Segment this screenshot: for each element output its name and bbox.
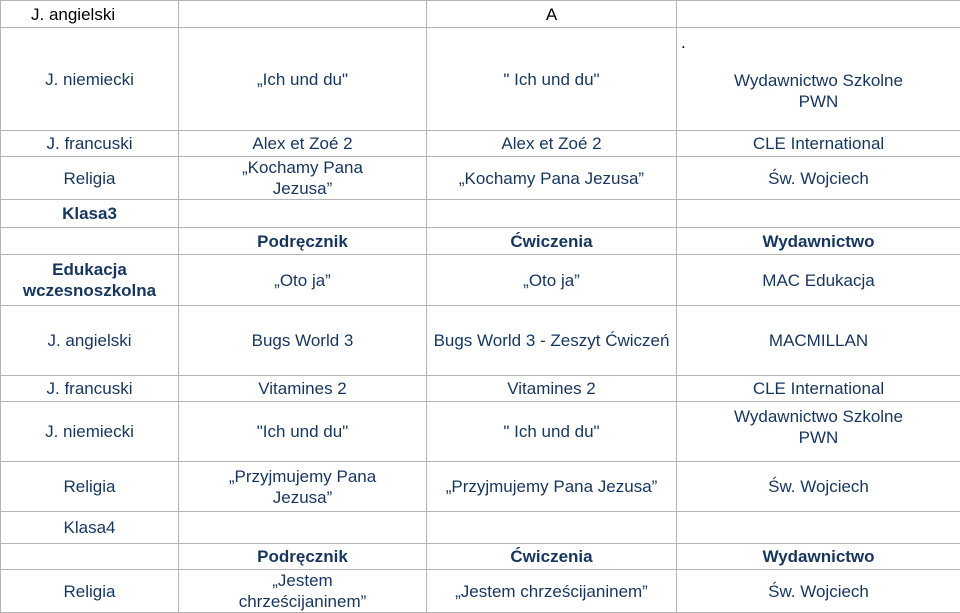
subject-cell: J. niemiecki: [1, 402, 179, 462]
empty-cell: [677, 512, 960, 544]
exercise-cell: „Jestem chrześcijaninem”: [427, 570, 677, 613]
textbook-cell: "Ich und du": [179, 402, 427, 462]
textbook-cell: „Oto ja”: [179, 255, 427, 306]
table-row: [1, 228, 960, 255]
empty-cell: [179, 512, 427, 544]
empty-cell: [1, 228, 179, 255]
textbook-text: „Jestem chrześcijaninem”: [228, 570, 378, 612]
subject-cell: Religia: [1, 462, 179, 512]
textbook-cell: Alex et Zoé 2: [179, 131, 427, 157]
table-row: [1, 544, 960, 570]
textbook-cell: [179, 157, 427, 200]
column-header-exercises: Ćwiczenia: [427, 544, 677, 570]
textbook-text: „Przyjmujemy Pana Jezusa”: [213, 466, 393, 508]
textbook-cell: [179, 462, 427, 512]
empty-cell: [427, 200, 677, 228]
subject-cell: J. francuski: [1, 131, 179, 157]
column-header-exercises: Ćwiczenia: [427, 228, 677, 255]
table-row: [1, 512, 960, 544]
publisher-cell: MAC Edukacja: [677, 255, 960, 306]
textbook-cell: Bugs World 3: [179, 306, 427, 376]
publisher-cell: MACMILLAN: [677, 306, 960, 376]
textbook-cell: [179, 570, 427, 613]
table-row: [1, 255, 960, 306]
table-row: [1, 1, 960, 28]
textbook-cell: „Ich und du": [179, 28, 427, 131]
publisher-cell: Św. Wojciech: [677, 462, 960, 512]
class-heading: Klasa3: [1, 200, 179, 228]
publisher-text: Wydawnictwo Szkolne PWN: [729, 70, 909, 112]
publisher-cell: [677, 1, 960, 28]
exercise-cell: „Oto ja”: [427, 255, 677, 306]
table-row: [1, 570, 960, 613]
empty-cell: [427, 512, 677, 544]
subject-cell: J. angielski: [1, 306, 179, 376]
column-header-textbook: Podręcznik: [179, 544, 427, 570]
publisher-text: Wydawnictwo Szkolne PWN: [729, 406, 909, 448]
table-row: [1, 200, 960, 228]
textbook-cell: Vitamines 2: [179, 376, 427, 402]
subject-cell: J. angielski: [1, 1, 179, 28]
textbook-cell: [179, 1, 427, 28]
subject-cell: J. niemiecki: [1, 28, 179, 131]
table-row: [1, 462, 960, 512]
column-header-publisher: Wydawnictwo: [677, 228, 960, 255]
exercise-cell: Bugs World 3 - Zeszyt Ćwiczeń: [427, 306, 677, 376]
textbook-text: „Kochamy Pana Jezusa”: [228, 157, 378, 199]
publisher-cell: [677, 402, 960, 462]
table-row: [1, 376, 960, 402]
exercise-cell: " Ich und du": [427, 402, 677, 462]
exercise-cell: „Kochamy Pana Jezusa”: [427, 157, 677, 200]
subject-cell: J. francuski: [1, 376, 179, 402]
empty-cell: [677, 200, 960, 228]
exercise-cell: Vitamines 2: [427, 376, 677, 402]
exercise-cell: A: [427, 1, 677, 28]
exercise-cell: „Przyjmujemy Pana Jezusa”: [427, 462, 677, 512]
publisher-cell: CLE International: [677, 376, 960, 402]
column-header-textbook: Podręcznik: [179, 228, 427, 255]
publisher-cell: Św. Wojciech: [677, 157, 960, 200]
table-row: [1, 157, 960, 200]
publisher-cell: [677, 28, 960, 131]
empty-cell: [179, 200, 427, 228]
publisher-cell: Św. Wojciech: [677, 570, 960, 613]
empty-cell: [1, 544, 179, 570]
exercise-cell: " Ich und du": [427, 28, 677, 131]
subject-cell: [1, 255, 179, 306]
table-row: [1, 131, 960, 157]
subject-text: Edukacja wczesnoszkolna: [15, 259, 165, 301]
column-header-publisher: Wydawnictwo: [677, 544, 960, 570]
publisher-cell: CLE International: [677, 131, 960, 157]
table-row: [1, 28, 960, 131]
dot-mark: .: [681, 32, 686, 53]
exercise-cell: Alex et Zoé 2: [427, 131, 677, 157]
table-row: [1, 402, 960, 462]
subject-cell: Religia: [1, 570, 179, 613]
class-heading: Klasa4: [1, 512, 179, 544]
table-row: [1, 306, 960, 376]
subject-cell: Religia: [1, 157, 179, 200]
